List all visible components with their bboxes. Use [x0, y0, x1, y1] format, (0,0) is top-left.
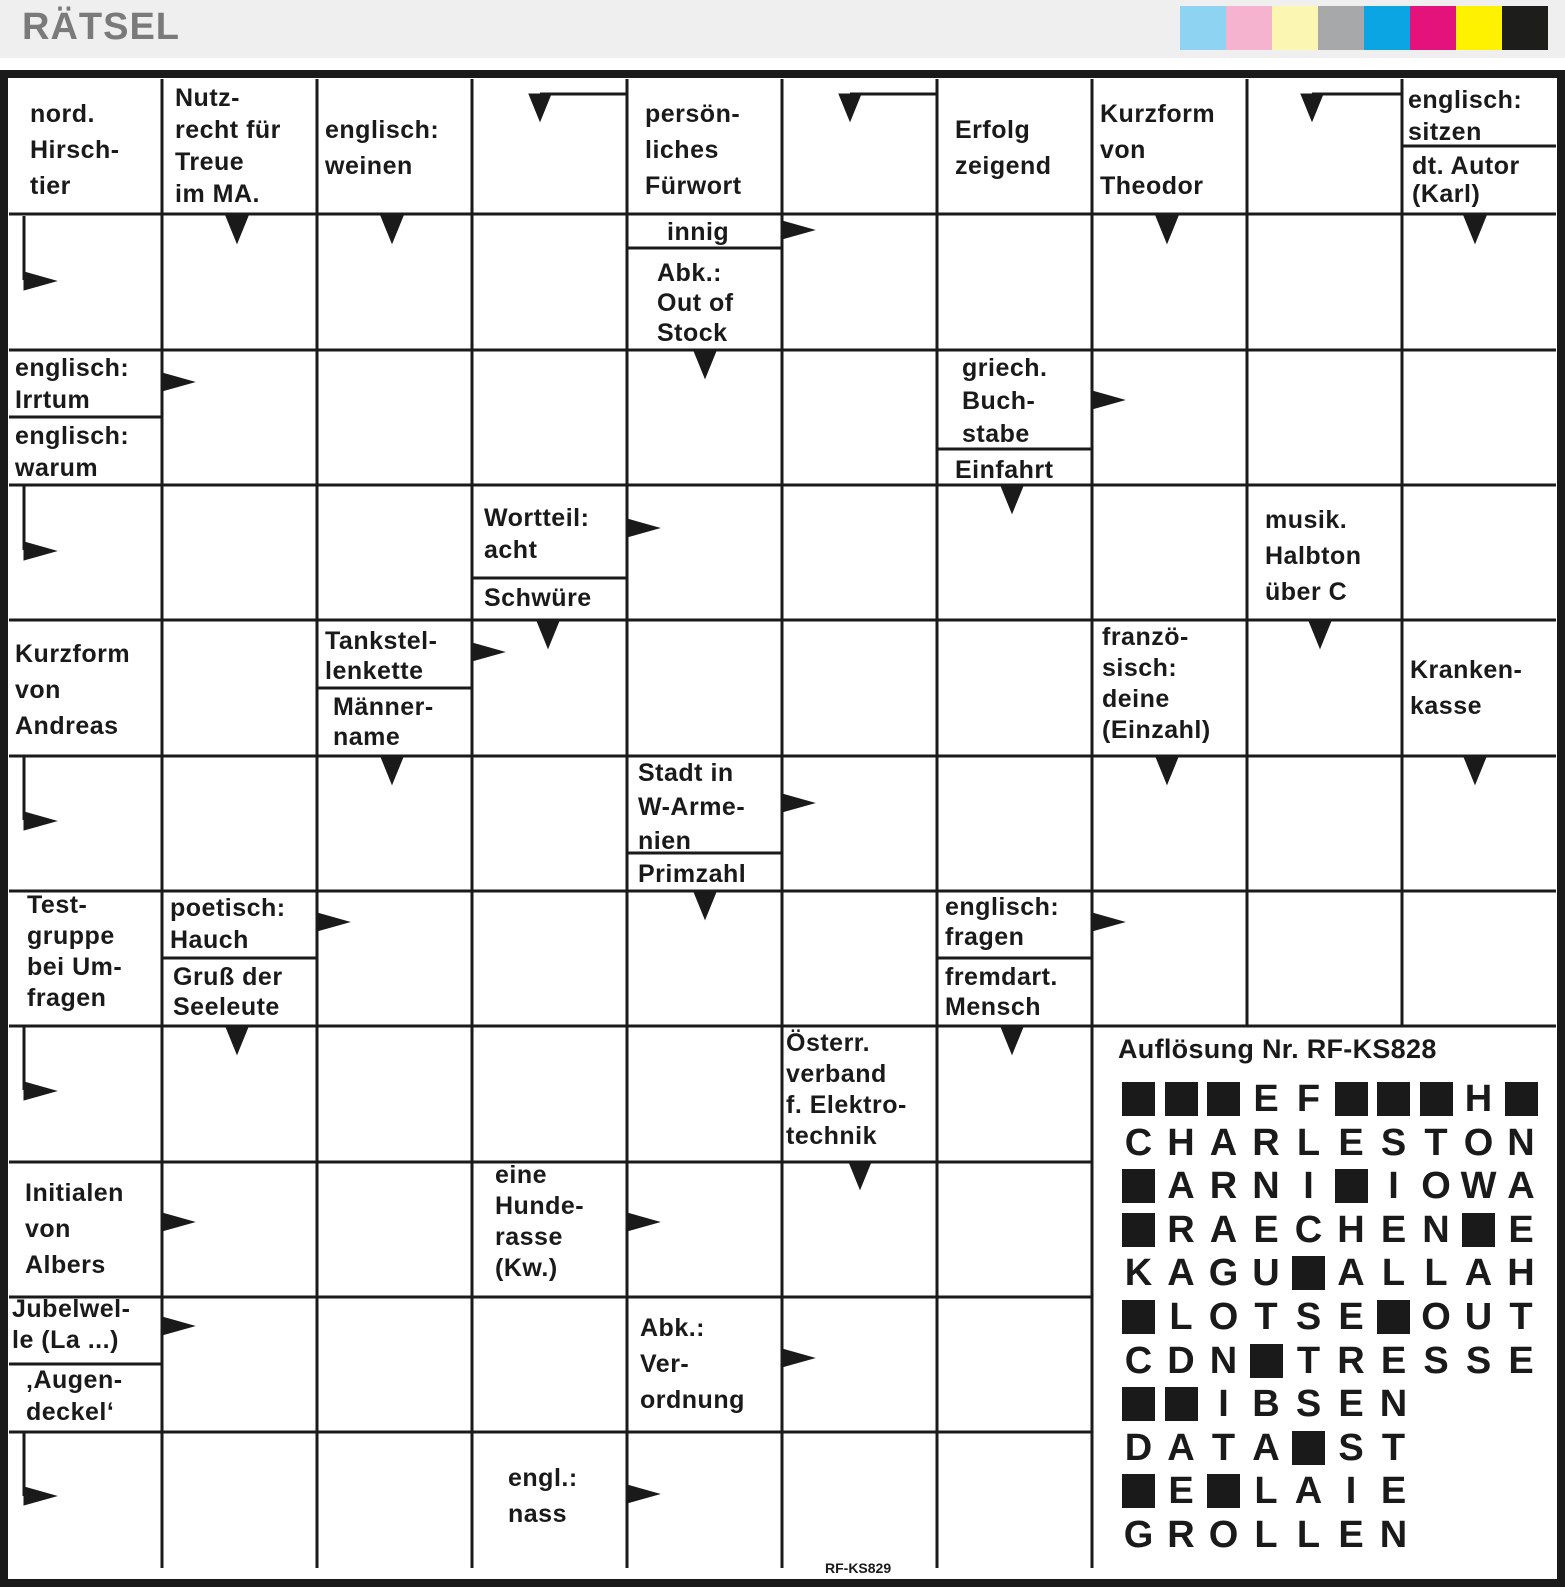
- solution-letter: C: [1294, 1208, 1323, 1251]
- solution-letter: F: [1296, 1078, 1321, 1120]
- solution-letter: A: [1294, 1470, 1323, 1513]
- arrow-down-icon: [1464, 757, 1486, 784]
- arrow-right-icon: [627, 1485, 659, 1503]
- arrow-right-icon: [24, 1487, 56, 1505]
- solution-letter: L: [1296, 1121, 1321, 1164]
- solution-letter: H: [1337, 1208, 1365, 1251]
- puzzle-code: RF-KS829: [825, 1560, 892, 1576]
- arrow-right-icon: [782, 221, 814, 239]
- color-swatch: [1410, 6, 1456, 50]
- solution-letter: A: [1209, 1208, 1238, 1251]
- solution-title: Auflösung Nr. RF-KS828: [1118, 1034, 1437, 1064]
- solution-black-square: [1377, 1082, 1410, 1116]
- solution-black-square: [1165, 1082, 1198, 1116]
- clue-text: Test- gruppe bei Um- fragen: [27, 891, 123, 1012]
- clue-text: Primzahl: [638, 860, 747, 888]
- solution-black-square: [1122, 1169, 1155, 1203]
- arrow-down-icon: [226, 1027, 248, 1054]
- arrow-down-icon: [226, 216, 248, 243]
- clue-text: Gruß der Seeleute: [173, 963, 283, 1021]
- arrow-right-icon: [472, 643, 504, 661]
- solution-letter: E: [1380, 1470, 1407, 1513]
- solution-letter: L: [1254, 1514, 1278, 1556]
- solution-letter: D: [1167, 1339, 1195, 1382]
- arrow-right-icon: [162, 1317, 194, 1335]
- solution-letter: H: [1464, 1078, 1493, 1120]
- clue-text: Wortteil: acht: [484, 504, 590, 564]
- clue-text: Schwüre: [484, 584, 592, 612]
- solution-letter: D: [1124, 1426, 1153, 1469]
- clue-text: Erfolg zeigend: [955, 116, 1052, 180]
- solution-letter: H: [1167, 1121, 1195, 1164]
- color-swatch: [1456, 6, 1502, 50]
- color-swatch: [1364, 6, 1410, 50]
- clue-text: Initialen von Albers: [25, 1179, 124, 1279]
- solution-letter: G: [1123, 1514, 1154, 1556]
- solution-black-square: [1165, 1387, 1198, 1421]
- solution-letter: T: [1254, 1296, 1278, 1338]
- clue-text: fremdart. Mensch: [945, 963, 1058, 1021]
- solution-letter: A: [1337, 1252, 1365, 1295]
- page-header: [0, 0, 1565, 58]
- arrow-right-icon: [1092, 391, 1124, 409]
- solution-letter: S: [1380, 1121, 1407, 1164]
- clue-text: Österr. verband f. Elektro- technik: [786, 1029, 907, 1150]
- clue-text: englisch: Irrtum: [15, 354, 130, 414]
- clue-text: Kurzform von Theodor: [1100, 100, 1216, 200]
- solution-letter: H: [1507, 1252, 1535, 1295]
- arrow-down-icon: [1309, 621, 1331, 648]
- arrow-right-icon: [162, 1213, 194, 1231]
- solution-black-square: [1122, 1213, 1155, 1247]
- clue-text: englisch: sitzen: [1408, 86, 1523, 146]
- solution-letter: W: [1460, 1165, 1497, 1208]
- solution-letter: A: [1252, 1426, 1280, 1469]
- solution-letter: I: [1388, 1165, 1399, 1208]
- solution-letter: O: [1421, 1165, 1451, 1208]
- solution-black-square: [1122, 1082, 1155, 1116]
- clue-text: Tankstel- lenkette: [325, 627, 438, 685]
- clue-text: Abk.: Out of Stock: [657, 259, 734, 347]
- arrow-right-icon: [24, 542, 56, 560]
- clue-text: englisch: warum: [15, 422, 130, 482]
- clue-text: innig: [667, 218, 730, 246]
- solution-letter: S: [1295, 1383, 1322, 1426]
- solution-letter: A: [1167, 1165, 1195, 1208]
- solution-letter: N: [1209, 1339, 1238, 1382]
- solution-black-square: [1335, 1169, 1368, 1203]
- solution-black-square: [1505, 1082, 1538, 1116]
- solution-letter: U: [1252, 1252, 1280, 1295]
- solution-letter: T: [1509, 1296, 1533, 1338]
- solution-letter: A: [1167, 1252, 1195, 1295]
- clue-text: eine Hunde- rasse (Kw.): [495, 1161, 585, 1282]
- arrow-down-icon: [381, 757, 403, 784]
- arrow-right-icon: [782, 1349, 814, 1367]
- solution-letter: G: [1208, 1252, 1239, 1295]
- solution-letter: R: [1209, 1165, 1238, 1208]
- solution-letter: O: [1208, 1296, 1239, 1338]
- solution-letter: N: [1422, 1208, 1450, 1251]
- arrow-right-icon: [24, 812, 56, 830]
- arrow-down-icon: [381, 216, 403, 243]
- solution-letter: L: [1424, 1252, 1448, 1295]
- clue-text: persön- liches Fürwort: [645, 100, 742, 200]
- solution-letter: O: [1463, 1121, 1494, 1164]
- clue-text: engl.: nass: [508, 1464, 578, 1528]
- color-swatch: [1226, 6, 1272, 50]
- solution-letter: E: [1253, 1078, 1279, 1120]
- solution-letter: A: [1464, 1252, 1493, 1295]
- solution-black-square: [1122, 1474, 1155, 1508]
- solution-letter: E: [1508, 1339, 1534, 1382]
- arrow-down-icon: [1156, 216, 1178, 243]
- solution-letter: E: [1338, 1383, 1364, 1426]
- solution-letter: T: [1424, 1121, 1448, 1164]
- clue-text: Nutz- recht für Treue im MA.: [175, 84, 281, 208]
- page-title: RÄTSEL: [22, 6, 180, 48]
- solution-black-square: [1377, 1300, 1410, 1334]
- solution-black-square: [1207, 1474, 1240, 1508]
- clue-text: Männer- name: [333, 693, 434, 751]
- arrow-right-icon: [782, 794, 814, 812]
- solution-letter: R: [1167, 1208, 1195, 1251]
- crossword-puzzle: [0, 70, 1565, 1588]
- solution-black-square: [1462, 1213, 1495, 1247]
- clue-text: poetisch: Hauch: [170, 894, 286, 954]
- solution-letter: I: [1303, 1165, 1314, 1208]
- solution-letter: L: [1296, 1514, 1321, 1556]
- solution-letter: R: [1167, 1514, 1195, 1556]
- arrow-right-icon: [24, 1082, 56, 1100]
- clue-text: Einfahrt: [955, 456, 1054, 484]
- clue-text: Kurzform von Andreas: [15, 640, 131, 740]
- clue-text: englisch: fragen: [945, 893, 1060, 951]
- solution-letter: E: [1508, 1208, 1534, 1251]
- solution-black-square: [1420, 1082, 1453, 1116]
- solution-black-square: [1122, 1387, 1155, 1421]
- solution-letter: C: [1124, 1339, 1153, 1382]
- arrow-down-icon: [1001, 486, 1023, 513]
- solution-black-square: [1207, 1082, 1240, 1116]
- solution-letter: A: [1507, 1165, 1535, 1208]
- arrow-down-icon: [1001, 1027, 1023, 1054]
- arrow-right-icon: [627, 1213, 659, 1231]
- solution-letter: N: [1507, 1121, 1535, 1164]
- solution-letter: N: [1252, 1165, 1280, 1208]
- solution-black-square: [1292, 1256, 1325, 1290]
- solution-letter: S: [1423, 1339, 1449, 1382]
- solution-letter: E: [1168, 1470, 1194, 1513]
- arrow-down-icon: [1301, 94, 1323, 121]
- solution-letter: L: [1169, 1296, 1193, 1338]
- solution-letter: I: [1345, 1470, 1357, 1513]
- solution-letter: E: [1253, 1208, 1279, 1251]
- solution-letter: E: [1380, 1208, 1407, 1251]
- solution-letter: E: [1338, 1514, 1364, 1556]
- clue-text: nord. Hirsch- tier: [30, 100, 120, 200]
- solution-letter: O: [1208, 1514, 1239, 1556]
- solution-letter: C: [1124, 1121, 1153, 1164]
- solution-letter: B: [1252, 1383, 1280, 1426]
- arrow-down-icon: [694, 351, 716, 378]
- color-calibration-bar: [1180, 6, 1548, 50]
- color-swatch: [1318, 6, 1364, 50]
- arrow-down-icon: [529, 94, 551, 121]
- solution-letter: L: [1254, 1470, 1278, 1513]
- solution-letter: K: [1124, 1252, 1153, 1295]
- arrow-right-icon: [24, 272, 56, 290]
- solution-letter: A: [1209, 1121, 1238, 1164]
- solution-letter: N: [1379, 1383, 1408, 1426]
- color-swatch: [1272, 6, 1318, 50]
- solution-black-square: [1122, 1300, 1155, 1334]
- clue-text: englisch: weinen: [325, 116, 440, 180]
- arrow-right-icon: [317, 913, 349, 931]
- clue-text: ‚Augen- deckel‘: [26, 1366, 123, 1426]
- clue-text: griech. Buch- stabe: [962, 354, 1048, 448]
- arrow-right-icon: [1092, 913, 1124, 931]
- solution-letter: R: [1252, 1121, 1280, 1164]
- solution-letter: T: [1211, 1426, 1236, 1469]
- clue-text: franzö- sisch: deine (Einzahl): [1102, 623, 1211, 744]
- solution-letter: R: [1337, 1339, 1365, 1382]
- solution-letter: A: [1167, 1426, 1195, 1469]
- solution-letter: S: [1465, 1339, 1492, 1382]
- arrow-down-icon: [1156, 757, 1178, 784]
- solution-letter: T: [1296, 1339, 1321, 1382]
- arrow-down-icon: [839, 94, 861, 121]
- clue-text: Kranken- kasse: [1410, 656, 1523, 720]
- solution-letter: N: [1379, 1514, 1408, 1556]
- solution-black-square: [1292, 1431, 1325, 1465]
- clue-text: musik. Halbton über C: [1265, 506, 1362, 606]
- solution-letter: E: [1338, 1296, 1364, 1338]
- solution-black-square: [1335, 1082, 1368, 1116]
- solution-letter: O: [1421, 1296, 1451, 1338]
- solution-letter: S: [1338, 1426, 1364, 1469]
- solution-letter: I: [1218, 1383, 1229, 1426]
- arrow-right-icon: [627, 519, 659, 537]
- clue-text: Jubelwel- le (La ...): [12, 1295, 131, 1354]
- solution-letter: S: [1295, 1296, 1322, 1338]
- solution-letter: U: [1464, 1296, 1493, 1338]
- solution-letter: E: [1338, 1121, 1364, 1164]
- clue-text: Abk.: Ver- ordnung: [640, 1314, 745, 1414]
- arrow-down-icon: [1464, 216, 1486, 243]
- arrow-down-icon: [537, 621, 559, 648]
- solution-letter: T: [1381, 1426, 1406, 1469]
- solution-letter: L: [1381, 1252, 1406, 1295]
- color-swatch: [1180, 6, 1226, 50]
- arrow-down-icon: [849, 1162, 871, 1189]
- color-swatch: [1502, 6, 1548, 50]
- arrow-right-icon: [162, 373, 194, 391]
- solution-black-square: [1250, 1344, 1283, 1378]
- clue-text: Stadt in W-Arme- nien: [638, 759, 746, 855]
- solution-letter: E: [1380, 1339, 1407, 1382]
- arrow-down-icon: [694, 892, 716, 919]
- clue-text: dt. Autor (Karl): [1412, 152, 1520, 208]
